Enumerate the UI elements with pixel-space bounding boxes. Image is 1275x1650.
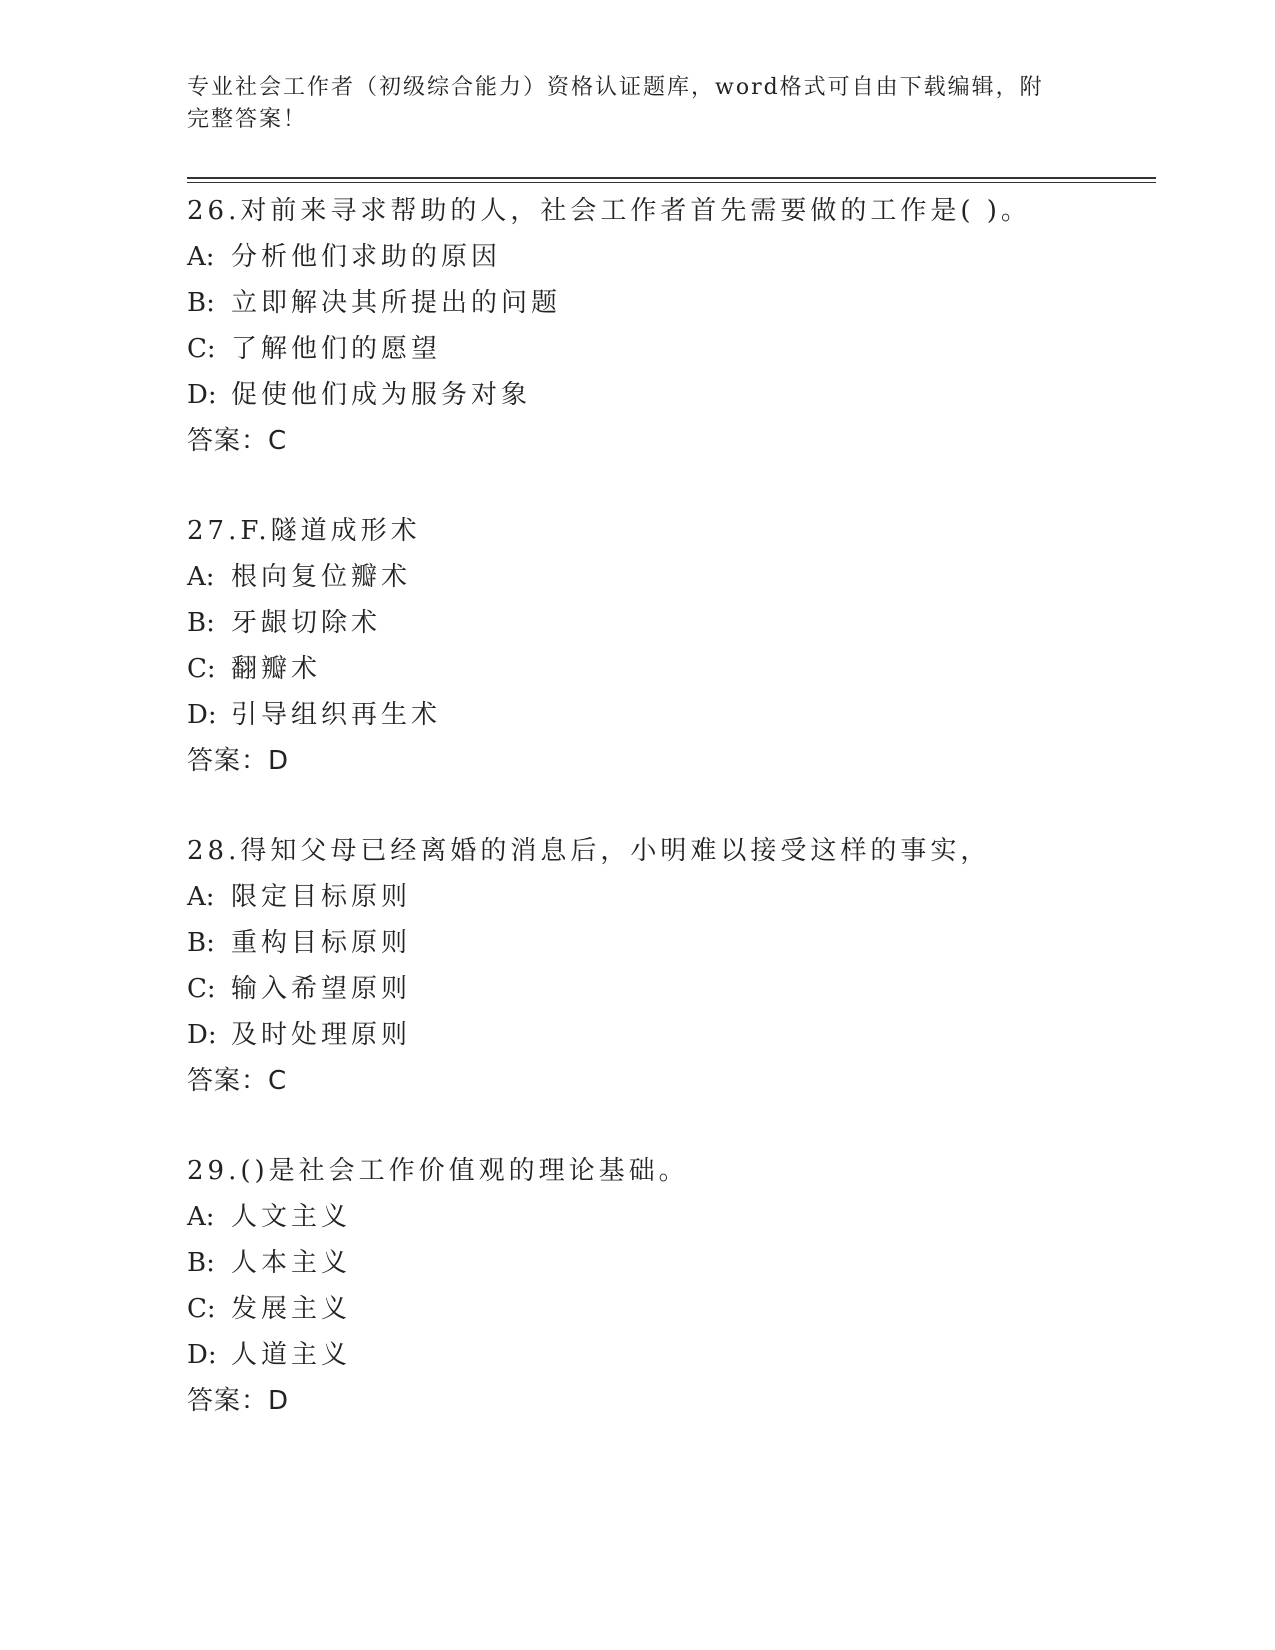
header-divider-thin <box>187 182 1156 183</box>
option-b <box>187 1240 1156 1286</box>
option-b <box>187 280 1156 326</box>
option-key: A: <box>187 1202 215 1232</box>
option-key: D: <box>187 1340 217 1370</box>
answer-line: 答案：C <box>187 1066 288 1096</box>
option-text: 人道主义 <box>231 1340 352 1370</box>
option-a <box>187 1194 1156 1240</box>
question-stem: 28.得知父母已经离婚的消息后，小明难以接受这样的事实， <box>187 836 991 866</box>
question-block <box>187 508 1156 784</box>
option-key: A: <box>187 242 215 272</box>
option-key: C: <box>187 654 216 684</box>
question-stem: 27.F.隧道成形术 <box>187 516 421 546</box>
option-text: 了解他们的愿望 <box>231 334 442 364</box>
option-d <box>187 372 1156 418</box>
option-key: C: <box>187 334 216 364</box>
option-b <box>187 600 1156 646</box>
header-line-1: 专业社会工作者（初级综合能力）资格认证题库，word格式可自由下载编辑，附 <box>187 75 1044 100</box>
option-key: D: <box>187 380 217 410</box>
option-key: A: <box>187 882 215 912</box>
option-text: 输入希望原则 <box>231 974 412 1004</box>
header-divider-thick <box>187 177 1156 179</box>
option-text: 发展主义 <box>231 1294 352 1324</box>
question-stem: 29.()是社会工作价值观的理论基础。 <box>187 1156 689 1186</box>
option-key: D: <box>187 1020 217 1050</box>
question-block <box>187 828 1156 1104</box>
option-key: B: <box>187 608 215 638</box>
option-text: 重构目标原则 <box>231 928 412 958</box>
option-c <box>187 1286 1156 1332</box>
option-a <box>187 554 1156 600</box>
option-d <box>187 1012 1156 1058</box>
option-d <box>187 1332 1156 1378</box>
header-line-2: 完整答案！ <box>187 107 308 132</box>
option-key: B: <box>187 288 215 318</box>
question-list <box>187 188 1156 1468</box>
answer-line: 答案：C <box>187 426 288 456</box>
document-header <box>187 72 1067 136</box>
option-b <box>187 920 1156 966</box>
option-key: B: <box>187 1248 215 1278</box>
option-a <box>187 234 1156 280</box>
option-c <box>187 326 1156 372</box>
option-text: 限定目标原则 <box>231 882 412 912</box>
option-text: 立即解决其所提出的问题 <box>231 288 562 318</box>
option-key: C: <box>187 1294 216 1324</box>
option-c <box>187 966 1156 1012</box>
option-key: D: <box>187 700 217 730</box>
option-a <box>187 874 1156 920</box>
option-text: 促使他们成为服务对象 <box>231 380 532 410</box>
option-text: 人文主义 <box>231 1202 352 1232</box>
answer-line: 答案：D <box>187 746 290 776</box>
option-key: A: <box>187 562 215 592</box>
option-text: 分析他们求助的原因 <box>231 242 502 272</box>
option-d <box>187 692 1156 738</box>
option-text: 牙龈切除术 <box>231 608 382 638</box>
option-c <box>187 646 1156 692</box>
option-text: 及时处理原则 <box>231 1020 412 1050</box>
option-text: 根向复位瓣术 <box>231 562 412 592</box>
question-block <box>187 188 1156 464</box>
option-text: 翻瓣术 <box>231 654 322 684</box>
option-key: B: <box>187 928 215 958</box>
option-text: 引导组织再生术 <box>231 700 442 730</box>
question-stem: 26.对前来寻求帮助的人，社会工作者首先需要做的工作是( )。 <box>187 196 1031 226</box>
option-key: C: <box>187 974 216 1004</box>
question-block <box>187 1148 1156 1424</box>
option-text: 人本主义 <box>231 1248 352 1278</box>
answer-line: 答案：D <box>187 1386 290 1416</box>
